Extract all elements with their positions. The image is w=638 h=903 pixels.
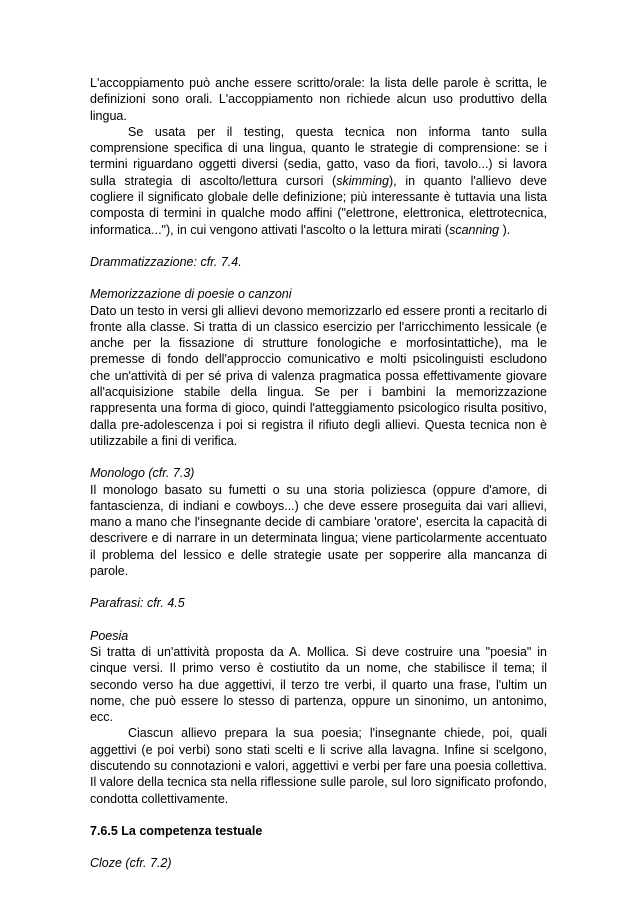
accoppiamento-section xyxy=(90,75,547,238)
memorizzazione-title: Memorizzazione di poesie o canzoni xyxy=(90,287,292,302)
memorizzazione-section xyxy=(90,286,547,449)
monologo-body: Il monologo basato su fumetti o su una storia poliziesca (oppure d'amore, di fantascienza, di indiani e cowboys...) che deve essere proseguita dai vari allievi, mano a mano che l'insegnante decide di cambiare 'oratore', esercita la capacità di descrivere e di narrare in un determinata lingua; viene particolarmente accentuato il problema del lessico e delle strategie usate per sopperire alla mancanza di parole. xyxy=(90,482,547,579)
memorizzazione-body: Dato un testo in versi gli allievi devono memorizzarlo ed essere pronti a recitarlo di fronte alla classe. Si tratta di un classico esercizio per l'arricchimento lessicale (e anche per la fissazione di strutture fonologiche e morfosintattiche), ma le premesse di fondo dell'approccio comunicativo e molti psicolinguisti escludono che un'attività di per sé priva di valenza pragmatica possa effettivamente giovare all'acquisizione stabile della lingua. Se per i bambini la memorizzazione rappresenta una forma di gioco, quindi l'atteggiamento psicologico risulta positivo, dalla pre-adolescenza i poi si registra il rifiuto degli allievi. Questa tecnica non è utilizzabile a fini di verifica. xyxy=(90,303,547,448)
drammatizzazione-section xyxy=(90,254,547,270)
text-run: Se usata per il testing, questa tecnica non informa tanto sulla comprensione specifica di una lingua, quanto le strategie di comprensione: se i termini riguardano oggetti diversi (sedia, gatto, vaso da fiori, tavolo...) si lavora sulla strategia di ascolto/lettura cursori ( xyxy=(90,124,547,188)
term-scanning: scanning xyxy=(449,222,500,237)
cloze-section xyxy=(90,855,547,871)
section-heading-block xyxy=(90,823,547,839)
poesia-body: Si tratta di un'attività proposta da A. Mollica. Si deve costruire una "poesia" in cinque versi. Il primo verso è costiutito da un nome, che stabilisce il tema; il secondo verso ha due aggettivi, il terzo tre verbi, il quarto una frase, l'ultim un nome, che può essere lo stesso di partenza, oppure un sinonimo, un antonimo, ecc. xyxy=(90,644,547,725)
text-run: ), in quanto l'allievo deve cogliere il significato globale delle definizione; più interessante è tuttavia una lista composta di termini in qualche modo affini ("elettrone, elettronica, elettrotecnica, informatica..."), in cui vengono attivati l'ascolto o la lettura mirati ( xyxy=(90,173,547,237)
monologo-title: Monologo (cfr. 7.3) xyxy=(90,466,195,481)
text-run: ). xyxy=(499,222,511,237)
monologo-section xyxy=(90,465,547,579)
poesia-body-2: Ciascun allievo prepara la sua poesia; l'insegnante chiede, poi, quali aggettivi (e poi verbi) sono stati scelti e li scrive alla lavagna. Infine si scelgono, discutendo su connotazioni e valori, aggettivi e verbi per fare una poesia collettiva. Il valore della tecnica sta nella riflessione sulle parole, sul loro significato profondo, condotta collettivamente. xyxy=(90,726,547,806)
document-page xyxy=(90,75,547,871)
parafrasi-section xyxy=(90,595,547,611)
poesia-section xyxy=(90,628,547,807)
paragraph-testing xyxy=(90,124,547,238)
term-skimming: skimming xyxy=(336,173,390,188)
cloze-title: Cloze (cfr. 7.2) xyxy=(90,856,172,871)
drammatizzazione-title: Drammatizzazione: cfr. 7.4. xyxy=(90,254,242,269)
poesia-title: Poesia xyxy=(90,628,129,643)
parafrasi-title: Parafrasi: cfr. 4.5 xyxy=(90,596,185,611)
paragraph-accoppiamento: L'accoppiamento può anche essere scritto/orale: la lista delle parole è scritta, le definizioni sono orali. L'accoppiamento non richiede alcun uso produttivo della lingua. xyxy=(90,76,547,123)
section-heading: 7.6.5 La competenza testuale xyxy=(90,823,263,838)
